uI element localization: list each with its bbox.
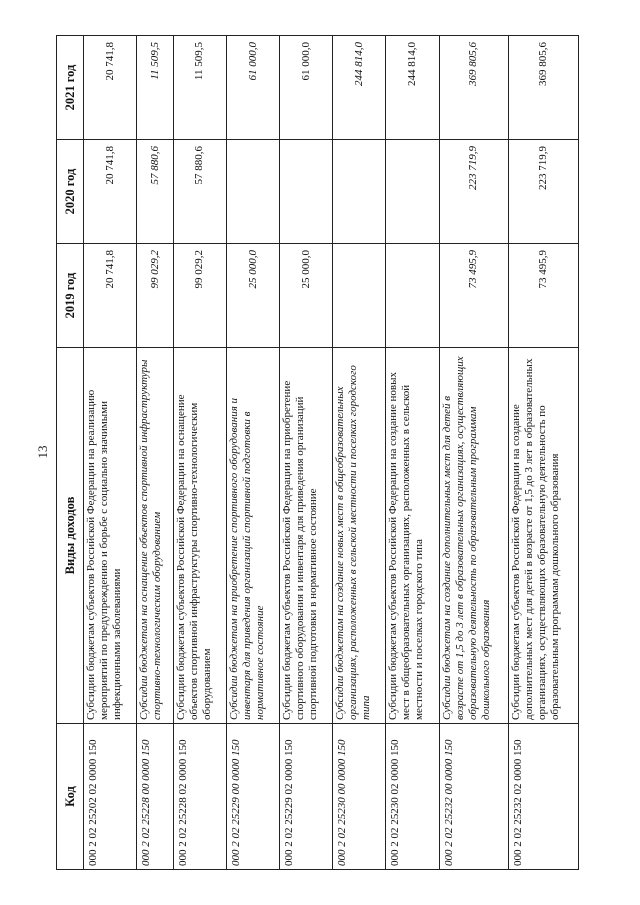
row-value-2019: 99 029,2	[173, 244, 226, 348]
row-value-2021: 244 814,0	[333, 36, 386, 140]
row-name: Субсидии бюджетам на приобретение спортивного оборудования и инвентаря для приведения организаций спортивной подготовки в нормативное состояние	[227, 348, 280, 724]
row-value-2019: 73 495,9	[509, 244, 579, 348]
table-row	[439, 36, 509, 870]
header-2020: 2020 год	[57, 140, 84, 244]
row-code: 000 2 02 25232 00 0000 150	[439, 724, 509, 870]
row-code: 000 2 02 25229 02 0000 150	[280, 724, 333, 870]
revenue-table	[56, 35, 579, 870]
row-code: 000 2 02 25230 00 0000 150	[333, 724, 386, 870]
row-value-2021: 20 741,8	[84, 36, 137, 140]
row-value-2019: 25 000,0	[280, 244, 333, 348]
row-value-2019: 25 000,0	[227, 244, 280, 348]
row-name: Субсидии бюджетам субъектов Российской Федерации на оснащение объектов спортивной инфраструктуры спортивно-технологическим оборудованием	[173, 348, 226, 724]
row-value-2019: 99 029,2	[137, 244, 174, 348]
row-value-2020: 20 741,8	[84, 140, 137, 244]
row-value-2019	[386, 244, 439, 348]
row-value-2021: 61 000,0	[227, 36, 280, 140]
row-code: 000 2 02 25202 02 0000 150	[84, 724, 137, 870]
header-row	[57, 36, 84, 870]
table-row	[173, 36, 226, 870]
row-value-2020: 223 719,9	[509, 140, 579, 244]
row-value-2021: 11 509,5	[173, 36, 226, 140]
table-row	[227, 36, 280, 870]
table-row	[386, 36, 439, 870]
page-number: 13	[35, 445, 50, 459]
row-name: Субсидии бюджетам на оснащение объектов спортивной инфраструктуры спортивно-технологическим оборудованием	[137, 348, 174, 724]
row-value-2019: 73 495,9	[439, 244, 509, 348]
table-row	[84, 36, 137, 870]
row-name: Субсидии бюджетам субъектов Российской Федерации на создание дополнительных мест для детей в возрасте от 1,5 до 3 лет в образовательных организациях, осуществляющих образовательную деятельность по образовательным программам дошкольного образования	[509, 348, 579, 724]
row-name: Субсидии бюджетам на создание дополнительных мест для детей в возрасте от 1,5 до 3 лет в образовательных организациях, осуществляющих образовательную деятельность по образовательным программам дошкольного образования	[439, 348, 509, 724]
row-value-2021: 61 000,0	[280, 36, 333, 140]
row-value-2021: 369 805,6	[509, 36, 579, 140]
row-value-2020: 57 880,6	[137, 140, 174, 244]
row-code: 000 2 02 25230 02 0000 150	[386, 724, 439, 870]
row-value-2020	[333, 140, 386, 244]
row-value-2021: 369 805,6	[439, 36, 509, 140]
row-code: 000 2 02 25228 02 0000 150	[173, 724, 226, 870]
header-code: Код	[57, 724, 84, 870]
header-name: Виды доходов	[57, 348, 84, 724]
table-row	[333, 36, 386, 870]
row-name: Субсидии бюджетам субъектов Российской Федерации на создание новых мест в общеобразовательных организациях, расположенных в сельской местности и поселках городского типа	[386, 348, 439, 724]
row-name: Субсидии бюджетам субъектов Российской Федерации на реализацию мероприятий по предупреждению и борьбе с социально значимыми инфекционными заболеваниями	[84, 348, 137, 724]
row-value-2020	[227, 140, 280, 244]
row-code: 000 2 02 25228 00 0000 150	[137, 724, 174, 870]
rotated-table-wrapper	[56, 35, 579, 870]
row-value-2020: 223 719,9	[439, 140, 509, 244]
row-value-2020	[386, 140, 439, 244]
row-value-2019	[333, 244, 386, 348]
row-value-2020: 57 880,6	[173, 140, 226, 244]
header-2019: 2019 год	[57, 244, 84, 348]
row-name: Субсидии бюджетам на создание новых мест в общеобразовательных организациях, расположенных в сельской местности и поселках городского типа	[333, 348, 386, 724]
row-name: Субсидии бюджетам субъектов Российской Федерации на приобретение спортивного оборудования и инвентаря для приведения организаций спортивной подготовки в нормативное состояние	[280, 348, 333, 724]
table-row	[137, 36, 174, 870]
row-code: 000 2 02 25232 02 0000 150	[509, 724, 579, 870]
header-2021: 2021 год	[57, 36, 84, 140]
row-value-2020	[280, 140, 333, 244]
row-code: 000 2 02 25229 00 0000 150	[227, 724, 280, 870]
table-row	[280, 36, 333, 870]
table-row	[509, 36, 579, 870]
row-value-2021: 11 509,5	[137, 36, 174, 140]
row-value-2019: 20 741,8	[84, 244, 137, 348]
row-value-2021: 244 814,0	[386, 36, 439, 140]
